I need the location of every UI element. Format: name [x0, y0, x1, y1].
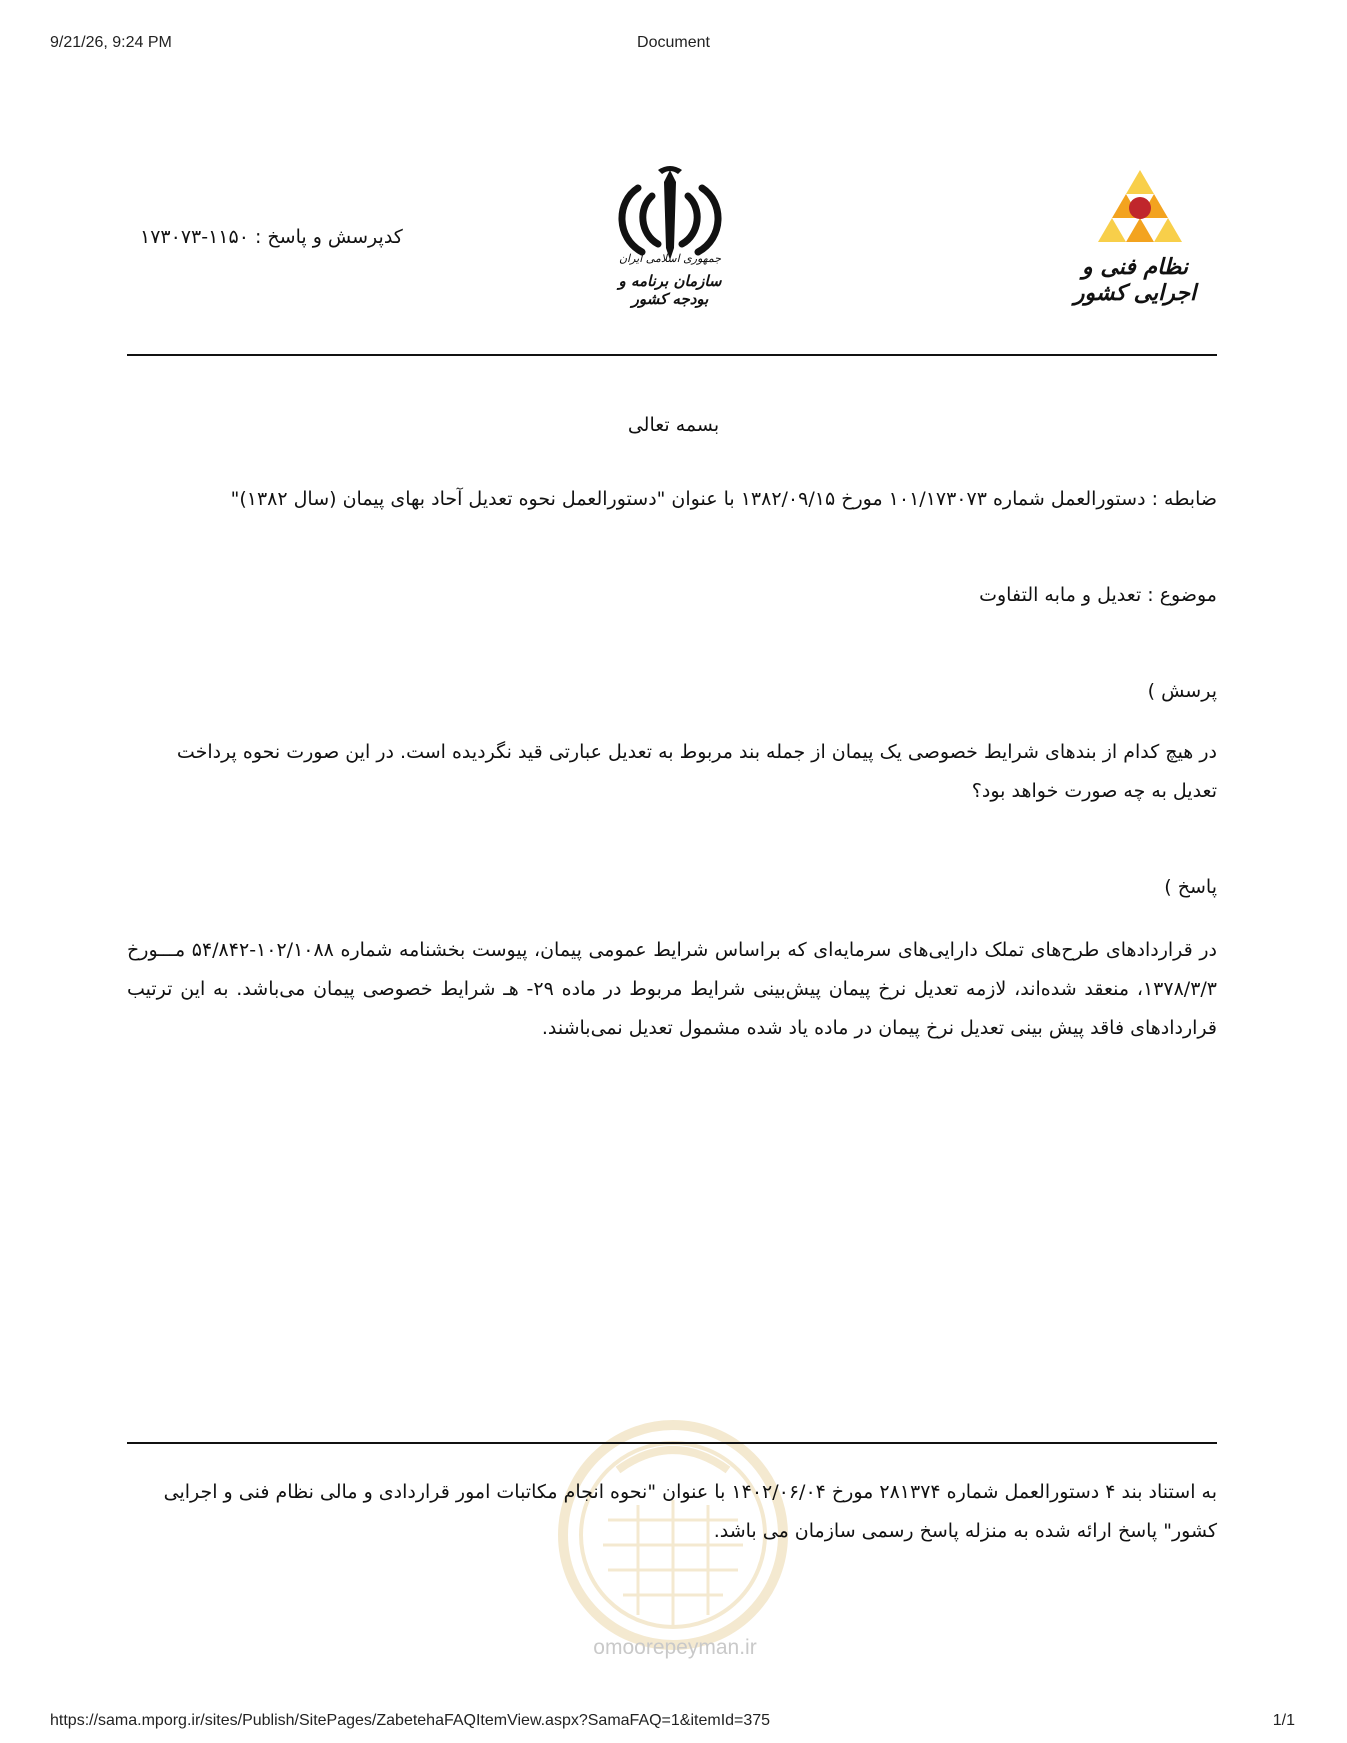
emblem-caption-line1: جمهوری اسلامی ایران: [618, 252, 722, 265]
bismillah: بسمه تعالی: [627, 414, 720, 436]
header-divider: [127, 354, 1217, 356]
subject-line: موضوع : تعدیل و مابه التفاوت: [979, 584, 1217, 606]
print-footer: [0, 1712, 1347, 1734]
question-text: در هیچ کدام از بندهای شرایط خصوصی یک پیمان از جمله بند مربوط به تعدیل عبارتی قید نگردیده است. در این صورت نحوه پرداخت تعدیل به چه صورت خواهد بود؟: [176, 741, 1217, 802]
answer-heading: پاسخ ): [1164, 876, 1217, 898]
answer-text: در قراردادهای طرح‌های تملک دارایی‌های سرمایه‌ای که براساس شرایط عمومی پیمان، پیوست بخشنامه شماره ۱۰۲/۱۰۸۸-۵۴/۸۴۲ مـــورخ ۱۳۷۸/۳/۳، منعقد شده‌اند، لازمه تعدیل نرخ پیمان پیش‌بینی شرایط مربوط در ماده ۲۹- هـ شرایط خصوصی پیمان می‌باشد. به این ترتیب قراردادهای فاقد پیش بینی تعدیل نرخ پیمان در ماده یاد شده مشمول تعدیل نمی‌باشند.: [127, 939, 1218, 1039]
footer-divider: [127, 1442, 1217, 1444]
official-response-note: به استناد بند ۴ دستورالعمل شماره ۲۸۱۳۷۴ مورخ ۱۴۰۲/۰۶/۰۴ با عنوان "نحوه انجام مکاتبات امور قراردادی و مالی نظام فنی و اجرایی کشور" پاسخ ارائه شده به منزله پاسخ رسمی سازمان می باشد.: [163, 1481, 1217, 1542]
print-header: [0, 34, 1347, 56]
technical-system-logo-icon: [1098, 168, 1182, 244]
logo-caption: نظام فنی و اجرایی کشور: [1073, 254, 1197, 306]
basis-line: ضابطه : دستورالعمل شماره ۱۰۱/۱۷۳۰۷۳ مورخ ۱۳۸۲/۰۹/۱۵ با عنوان "دستورالعمل نحوه تعدیل آحاد بهای پیمان (سال ۱۳۸۲)": [230, 488, 1217, 510]
watermark-url: omoorepeyman.ir: [593, 1636, 757, 1659]
qa-code: کدپرسش و پاسخ : ۱۱۵۰-۱۷۳۰۷۳: [140, 226, 403, 248]
print-datetime: 9/21/26, 9:24 PM: [50, 34, 172, 51]
print-document-title: Document: [637, 34, 710, 51]
print-source-url[interactable]: https://sama.mporg.ir/sites/Publish/SitePages/ZabetehaFAQItemView.aspx?SamaFAQ=1&itemId=375: [50, 1712, 771, 1729]
print-page-number: 1/1: [1272, 1712, 1295, 1729]
emblem-caption-line2: سازمان برنامه و بودجه کشور: [618, 272, 722, 308]
question-heading: پرسش ): [1147, 680, 1217, 702]
